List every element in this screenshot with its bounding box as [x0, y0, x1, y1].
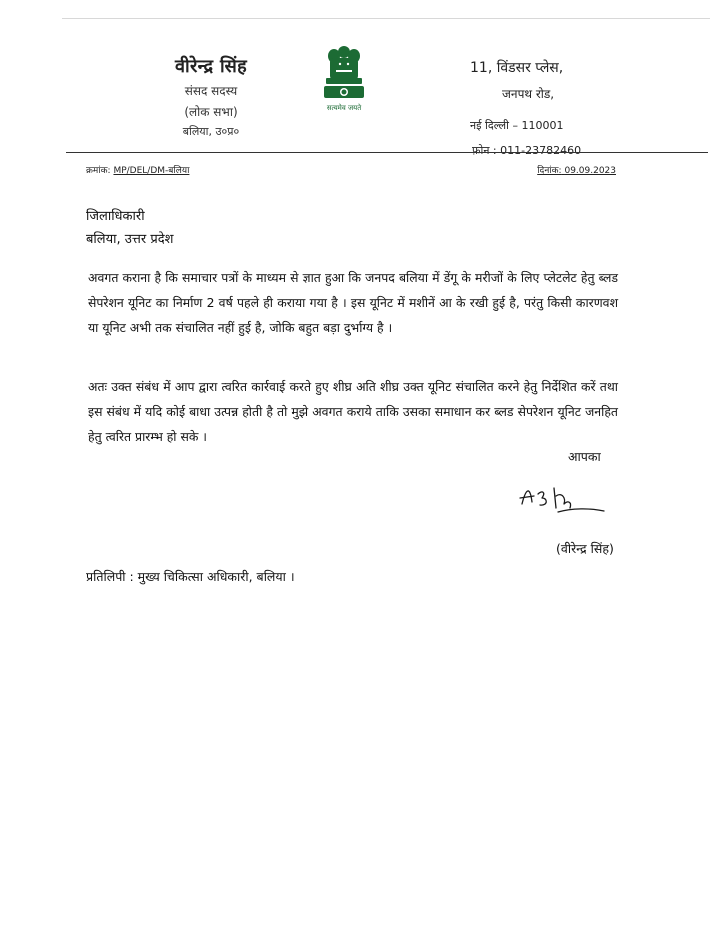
reference-number: [86, 163, 189, 176]
date-label: दिनांक:: [537, 166, 562, 176]
letterhead: [0, 0, 720, 160]
body-paragraph-1: अवगत कराना है कि समाचार पत्रों के माध्यम से ज्ञात हुआ कि जनपद बलिया में डेंगू के मरीजों के लिए प्लेटलेट हेतु ब्लड सेपरेशन यूनिट का निर्माण 2 वर्ष पहले ही कराया गया है । इस यूनिट में मशीनें आ के रखी हुई है, परंतु किसी कारणवश या यूनिट अभी तक संचालित नहीं हुई है, जोकि बहुत बड़ा दुर्भाग्य है ।: [88, 270, 618, 335]
recipient-title: जिलाधिकारी: [86, 209, 145, 224]
sender-name: वीरेन्द्र सिंह: [175, 56, 247, 77]
national-emblem-icon: [318, 44, 370, 110]
reference-value: MP/DEL/DM-बलिया: [113, 166, 190, 176]
signer-name: (वीरेन्द्र सिंह): [556, 541, 614, 556]
letterhead-address: [470, 58, 610, 158]
address-line-3: नई दिल्ली – 110001: [470, 119, 564, 132]
copy-to-line: प्रतिलिपी : मुख्य चिकित्सा अधिकारी, बलिया ।: [86, 569, 295, 584]
recipient-address: [86, 205, 173, 251]
emblem-caption: सत्यमेव जयते: [326, 104, 362, 112]
reference-label: क्रमांक:: [86, 166, 111, 176]
recipient-location: बलिया, उत्तर प्रदेश: [86, 232, 174, 247]
address-line-2: जनपथ रोड,: [502, 87, 555, 101]
closing-salutation: आपका: [568, 449, 601, 464]
body-paragraph-2: अतः उक्त संबंध में आप द्वारा त्वरित कार्रवाई करते हुए शीघ्र अति शीघ्र उक्त यूनिट संचालित करने हेतु निर्देशित करें तथा इस संबंध में यदि कोई बाधा उत्पन्न होती है तो मुझे अवगत कराये ताकि उसका समाधान कर ब्लड सेपरेशन यूनिट जनहित हेतु त्वरित प्रारम्भ हो सके ।: [88, 379, 618, 444]
sender-house: (लोक सभा): [184, 105, 238, 119]
letterhead-divider: [66, 152, 708, 153]
phone-number: फ़ोन : 011-23782460: [472, 144, 582, 157]
address-line-1: 11, विंडसर प्लेस,: [470, 60, 564, 76]
sender-constituency: बलिया, उ०प्र०: [182, 125, 240, 138]
sender-designation: संसद सदस्य: [184, 84, 238, 98]
date-value: 09.09.2023: [564, 166, 616, 176]
handwritten-signature: [512, 478, 612, 518]
letter-date: [537, 163, 616, 176]
reference-row: [86, 163, 616, 177]
letterhead-sender: [146, 54, 276, 139]
